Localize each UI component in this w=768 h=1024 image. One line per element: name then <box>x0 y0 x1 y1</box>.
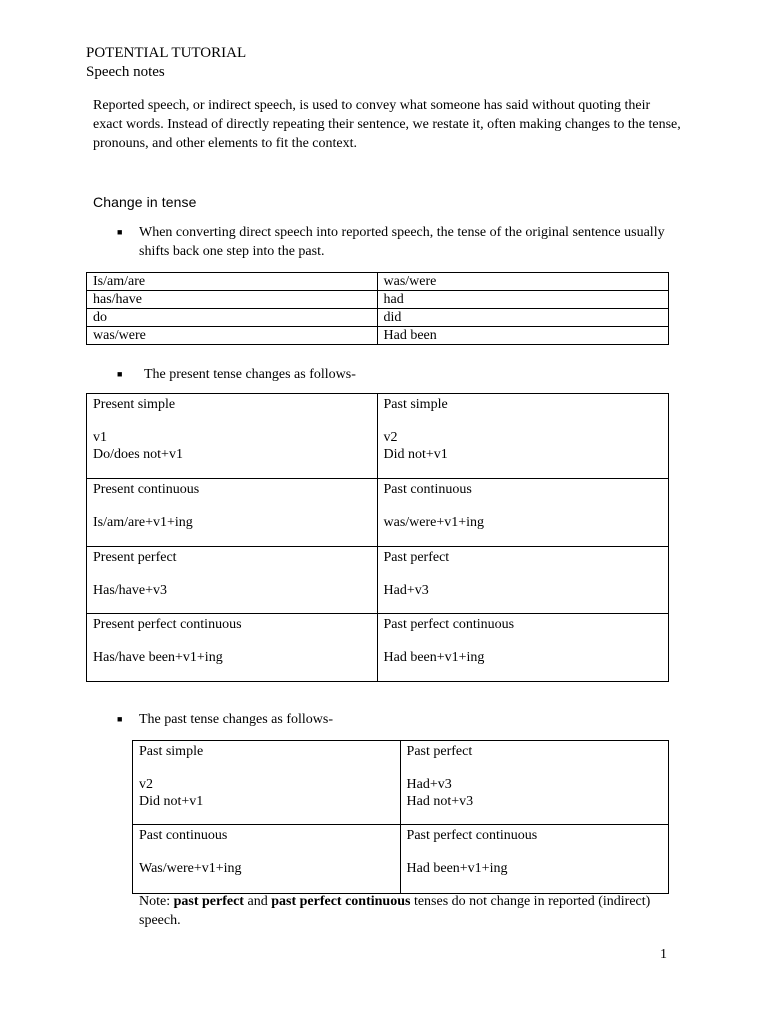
tense-formula: Had been+v1+ing <box>406 861 508 876</box>
bullet-present-tense <box>117 365 679 384</box>
note-prefix: Note: <box>139 894 174 909</box>
tense-name: Past continuous <box>139 828 228 843</box>
target-tense-cell <box>377 479 669 547</box>
table-row <box>87 394 669 479</box>
tense-name: Past perfect <box>383 550 450 565</box>
cell-spacer <box>384 566 663 582</box>
tense-formula: Did not+v1 <box>139 794 204 809</box>
intro-paragraph: Reported speech, or indirect speech, is used to convey what someone has said without quoting their exact words. Instead of directly repeating their sentence, we restate it, often making changes to the tense, pronouns, and other elements to fit the context. <box>93 98 681 151</box>
tense-name: Past perfect <box>406 744 473 759</box>
tense-name: Present simple <box>93 397 176 412</box>
table-row <box>87 327 669 345</box>
tense-formula: Did not+v1 <box>383 447 448 462</box>
cell-spacer <box>384 633 663 649</box>
header-subtitle: Speech notes <box>86 64 165 80</box>
cell-spacer <box>407 760 662 776</box>
direct-tense-cell: Is/am/are <box>87 273 378 291</box>
tense-name: Present perfect <box>93 550 177 565</box>
table-row <box>133 741 669 825</box>
note-bold-past-perfect-continuous: past perfect continuous <box>271 894 411 909</box>
tense-formula: Is/am/are+v1+ing <box>93 515 193 530</box>
tense-formula: Had+v3 <box>406 777 452 792</box>
tense-formula: Had been+v1+ing <box>383 650 485 665</box>
reported-tense-cell: was/were <box>377 273 669 291</box>
cell-spacer <box>407 844 662 860</box>
bullet-text: The past tense changes as follows- <box>139 712 333 727</box>
cell-spacer <box>93 413 371 429</box>
header-title: POTENTIAL TUTORIAL <box>86 45 247 61</box>
source-tense-cell <box>133 741 401 825</box>
note-paragraph <box>139 892 679 930</box>
direct-tense-cell: has/have <box>87 291 378 309</box>
cell-spacer <box>93 633 371 649</box>
square-bullet-icon: ■ <box>117 369 123 379</box>
tense-formula: v2 <box>139 777 153 792</box>
direct-tense-cell: was/were <box>87 327 378 345</box>
note-mid: and <box>243 894 272 909</box>
tense-formula: Was/were+v1+ing <box>139 861 242 876</box>
table-row <box>87 309 669 327</box>
tense-formula: v1 <box>93 430 107 445</box>
table-row <box>87 291 669 309</box>
tense-formula: was/were+v1+ing <box>383 515 485 530</box>
cell-spacer <box>384 413 663 429</box>
table-row <box>87 479 669 547</box>
tense-shift-table <box>86 272 669 345</box>
bullet-text: When converting direct speech into reported speech, the tense of the original sentence usually shifts back one step into the past. <box>139 225 665 259</box>
target-tense-cell <box>377 614 669 682</box>
note-bold-past-perfect: past perfect <box>173 894 244 909</box>
tense-name: Past perfect continuous <box>383 617 515 632</box>
tense-name: Past perfect continuous <box>406 828 538 843</box>
source-tense-cell <box>133 825 401 894</box>
bullet-tense-shift <box>117 223 679 261</box>
source-tense-cell <box>87 547 378 614</box>
cell-spacer <box>93 498 371 514</box>
table-row <box>87 547 669 614</box>
tense-formula: Has/have+v3 <box>93 583 167 598</box>
reported-tense-cell: had <box>377 291 669 309</box>
source-tense-cell <box>87 394 378 479</box>
tense-name: Past simple <box>139 744 204 759</box>
direct-tense-cell: do <box>87 309 378 327</box>
tense-formula: Do/does not+v1 <box>93 447 183 462</box>
present-tense-table <box>86 393 669 682</box>
past-tense-table <box>132 740 669 894</box>
tense-formula: v2 <box>383 430 398 445</box>
section-heading: Change in tense <box>93 194 197 210</box>
reported-tense-cell: Had been <box>377 327 669 345</box>
tense-name: Present perfect continuous <box>93 617 242 632</box>
tense-name: Past continuous <box>383 482 472 497</box>
tense-formula: Has/have been+v1+ing <box>93 650 223 665</box>
square-bullet-icon: ■ <box>117 714 123 724</box>
bullet-past-tense <box>117 710 679 729</box>
target-tense-cell <box>400 741 668 825</box>
bullet-text: The present tense changes as follows- <box>144 367 356 382</box>
note-suffix: tenses do not change in reported (indirect) speech. <box>139 894 651 928</box>
table-row <box>133 825 669 894</box>
target-tense-cell <box>377 394 669 479</box>
square-bullet-icon: ■ <box>117 227 123 237</box>
reported-tense-cell: did <box>377 309 669 327</box>
cell-spacer <box>139 760 394 776</box>
target-tense-cell <box>400 825 668 894</box>
tense-formula: Had+v3 <box>383 583 429 598</box>
tense-formula: Had not+v3 <box>406 794 474 809</box>
tense-name: Past simple <box>383 397 448 412</box>
cell-spacer <box>384 498 663 514</box>
cell-spacer <box>139 844 394 860</box>
page-number: 1 <box>660 947 667 962</box>
source-tense-cell <box>87 614 378 682</box>
source-tense-cell <box>87 479 378 547</box>
table-row <box>87 614 669 682</box>
target-tense-cell <box>377 547 669 614</box>
cell-spacer <box>93 566 371 582</box>
table-row <box>87 273 669 291</box>
tense-name: Present continuous <box>93 482 200 497</box>
